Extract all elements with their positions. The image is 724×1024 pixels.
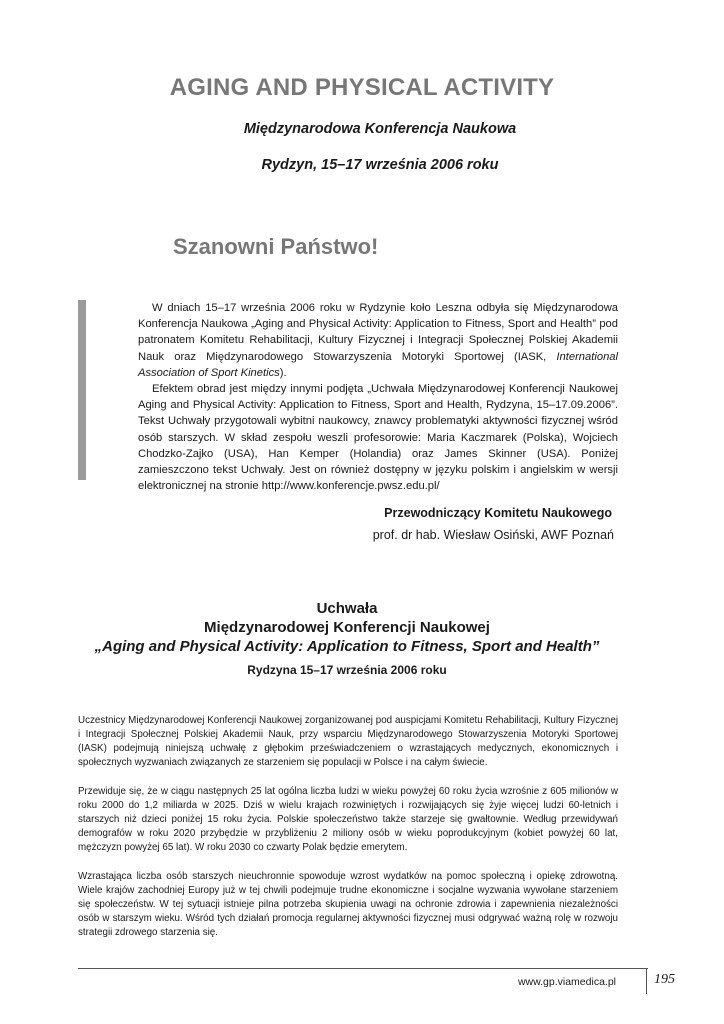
resolution-date: Rydzyna 15–17 września 2006 roku xyxy=(247,663,447,677)
footer-url: www.gp.viamedica.pl xyxy=(517,976,616,988)
conference-date: Rydzyn, 15–17 września 2006 roku xyxy=(261,157,499,173)
letter-paragraph-text: W dniach 15–17 września 2006 roku w Rydzynie koło Leszna odbyła się Międzynarodowa Konferencja Naukowa „Aging and Physical Activity: Application to Fitness, Sport and Health” pod patronatem Komitetu Rehabilitacji, Kultury Fizycznej i Integracji Społecznej Polskiej Akademii Nauk oraz Międzynarodowego Stowarzyszenia Motoryki Sportowej (IASK, xyxy=(138,302,618,363)
resolution-paragraph: Przewiduje się, że w ciągu następnych 25 lat ogólna liczba ludzi w wieku powyżej 60 roku życia wzrośnie z 605 milionów w roku 2000 do 1,2 miliarda w 2025. Dziś w wielu krajach rozwiniętych i rozwijających się żyje więcej ludzi 60-letnich i starszych niż dzieci poniżej 15 roku życia. Polskie społeczeństwo także starzeje się gwałtownie. Według przewidywań demografów w roku 2020 przybędzie w przybliżeniu 2 miliony osób w wieku poprodukcyjnym (kobiet powyżej 60 lat, mężczyzn powyżej 65 lat). W roku 2030 co czwarty Polak będzie emerytem. xyxy=(78,786,618,853)
letter-paragraph xyxy=(138,300,618,381)
letter-body xyxy=(138,300,618,494)
letter-sidebar-bar xyxy=(78,300,86,480)
resolution-subheading: Międzynarodowej Konferencji Naukowej xyxy=(204,619,490,636)
footer-divider xyxy=(78,968,648,969)
letter-paragraph-end: ). xyxy=(279,366,287,379)
conference-name: Międzynarodowa Konferencja Naukowa xyxy=(243,121,517,137)
letter-paragraph: Efektem obrad jest między innymi podjęta „Uchwała Międzynarodowej Konferencji Naukowej Aging and Physical Activity: Application to Fitness, Sport and Health, Rydzyna, 15–17.09.2006”. Tekst Uchwały przygotowali wybitni naukowcy, znawcy problematyki aktywności fizycznej wśród osób starszych. W skład zespołu weszli profesorowie: Maria Kaczmarek (Polska), Wojciech Chodzko-Zajko (USA), Han Kemper (Holandia) oraz James Skinner (USA). Poniżej zamieszczono tekst Uchwały. Jest on również dostępny w języku polskim i angielskim w wersji elektronicznej na stronie http://www.konferencje.pwsz.edu.pl/ xyxy=(138,383,618,493)
greeting-heading: Szanowni Państwo! xyxy=(173,234,379,259)
signature-title: Przewodniczący Komitetu Naukowego xyxy=(384,506,612,520)
page-number: 195 xyxy=(654,972,675,987)
resolution-paragraph: Wzrastająca liczba osób starszych nieuchronnie spowoduje wzrost wydatków na pomoc społeczną i opiekę zdrowotną. Wiele krajów zachodniej Europy już w tej chwili podejmuje trudne ekonomiczne i socjalne wyzwania wywołane starzeniem się społeczeństw. W tej sytuacji istnieje pilna potrzeba skupienia uwagi na ochronie zdrowia i zapewnienia niezależności osób w starszym wieku. Wśród tych działań promocja regularnej aktywności fizycznej musi odgrywać ważną rolę w rozwoju strategii zdrowego starzenia się. xyxy=(78,871,618,938)
resolution-conference-title: „Aging and Physical Activity: Application to Fitness, Sport and Health” xyxy=(94,638,600,655)
resolution-heading: Uchwała xyxy=(316,600,378,617)
footer-vertical-divider xyxy=(646,968,647,994)
signature-name: prof. dr hab. Wiesław Osiński, AWF Poznań xyxy=(372,528,614,542)
letter-paragraph-italic: International Association of Sport Kinetics xyxy=(138,350,618,379)
document-title: AGING AND PHYSICAL ACTIVITY xyxy=(169,74,555,101)
resolution-paragraph: Uczestnicy Międzynarodowej Konferencji Naukowej zorganizowanej pod auspicjami Komitetu Rehabilitacji, Kultury Fizycznej i Integracji Społecznej Polskiej Akademii Nauk, przy wsparciu Międzynarodowego Stowarzyszenia Motoryki Sportowej (IASK) podejmują niniejszą uchwałę z głębokim przeświadczeniem o wzrastających medycznych, ekonomicznych i społecznych wyzwaniach związanych ze starzeniem się populacji w Polsce i na całym świecie. xyxy=(78,715,618,768)
